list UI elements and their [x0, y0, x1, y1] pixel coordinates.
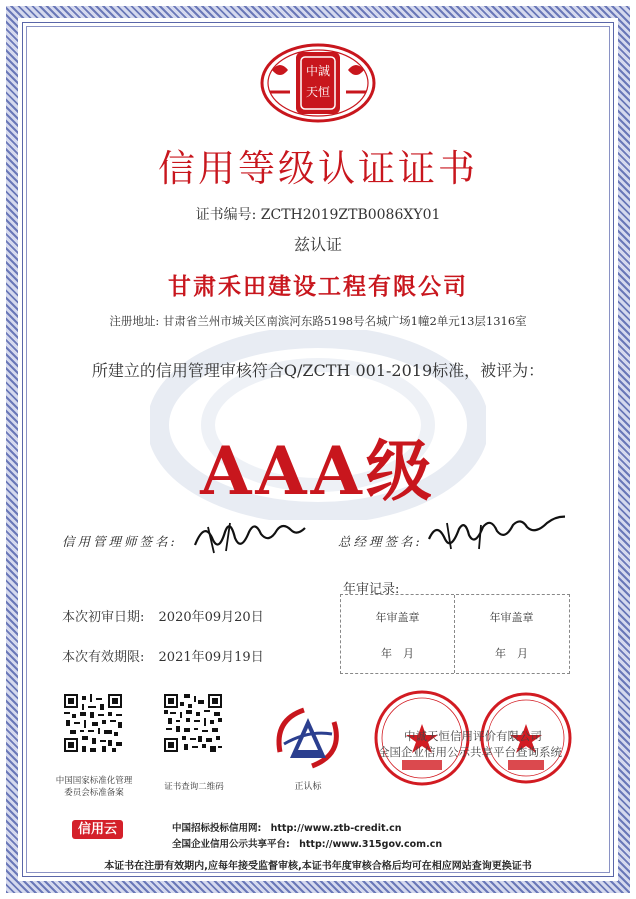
credit-cloud-brand: 信用云 — [72, 820, 123, 839]
accreditation-logo — [270, 700, 346, 776]
initial-review-date — [62, 606, 264, 625]
svg-text:天恒: 天恒 — [305, 85, 331, 99]
cert-no-value: ZCTH2019ZTB0086XY01 — [260, 207, 441, 223]
accreditation-logo-label: 正认标 — [294, 782, 322, 792]
certificate-number — [0, 204, 636, 224]
seal-overlay-text-1: 中诚天恒信用评价有限公司 — [404, 729, 542, 743]
emblem-logo — [258, 42, 378, 124]
certificate-title: 信用等级认证证书 — [158, 147, 478, 190]
address-label: 注册地址: — [109, 314, 160, 328]
hereby-certify: 兹认证 — [293, 235, 342, 254]
footer-line-2 — [172, 836, 442, 850]
credit-grade: AAA级 — [200, 432, 436, 510]
footer-line-1 — [172, 820, 402, 834]
initial-review-label: 本次初审日期: — [62, 610, 145, 625]
verification-qr-code — [164, 694, 222, 752]
footer-note: 本证书在注册有效期内,应每年接受监督审核,本证书年度审核合格后均可在相应网站查询更换证书 — [104, 861, 532, 872]
address-value: 甘肃省兰州市城关区南滨河东路5198号名城广场1幢2单元13层1316室 — [162, 314, 527, 328]
validity-label: 本次有效期限: — [62, 650, 145, 665]
footer-line-1-url[interactable]: http://www.ztb-credit.cn — [270, 823, 402, 834]
manager-signature-label: 信用管理师签名: — [62, 534, 178, 549]
annual-divider — [454, 595, 455, 673]
footer-line-2-url[interactable]: http://www.315gov.com.cn — [299, 839, 443, 850]
annual-col2-date: 年 月 — [495, 647, 528, 660]
annual-col1-date: 年 月 — [381, 647, 414, 660]
footer-line-1-label: 中国招标投标信用网: — [172, 823, 262, 834]
registered-address — [0, 313, 636, 329]
standard-qr-label: 中国国家标准化管理委员会标准备案 — [55, 776, 133, 798]
general-manager-signature-label: 总经理签名: — [338, 534, 423, 549]
svg-text:中誠: 中誠 — [305, 64, 331, 78]
validity-value: 2021年09月19日 — [158, 650, 264, 665]
standard-statement: 所建立的信用管理审核符合Q/ZCTH 001-2019标准，被评为： — [91, 361, 545, 380]
annual-col2-header: 年审盖章 — [489, 611, 534, 624]
seal-overlay-text-2: 全国企业信用公示共享平台查询系统 — [378, 745, 562, 759]
manager-signature — [190, 515, 310, 555]
validity-date — [62, 646, 264, 665]
annual-review-title: 年审记录: — [343, 582, 400, 597]
footer-line-2-label: 全国企业信用公示共享平台: — [172, 839, 290, 850]
standard-qr-code — [64, 694, 122, 752]
verification-qr-label: 证书查询二维码 — [164, 782, 224, 792]
credit-cloud-logo — [72, 818, 123, 837]
initial-review-value: 2020年09月20日 — [158, 610, 264, 625]
cert-no-label: 证书编号: — [195, 207, 257, 223]
company-name: 甘肃禾田建设工程有限公司 — [168, 274, 468, 300]
general-manager-signature — [425, 515, 565, 555]
annual-review-box — [340, 594, 570, 674]
annual-col1-header: 年审盖章 — [375, 611, 420, 624]
